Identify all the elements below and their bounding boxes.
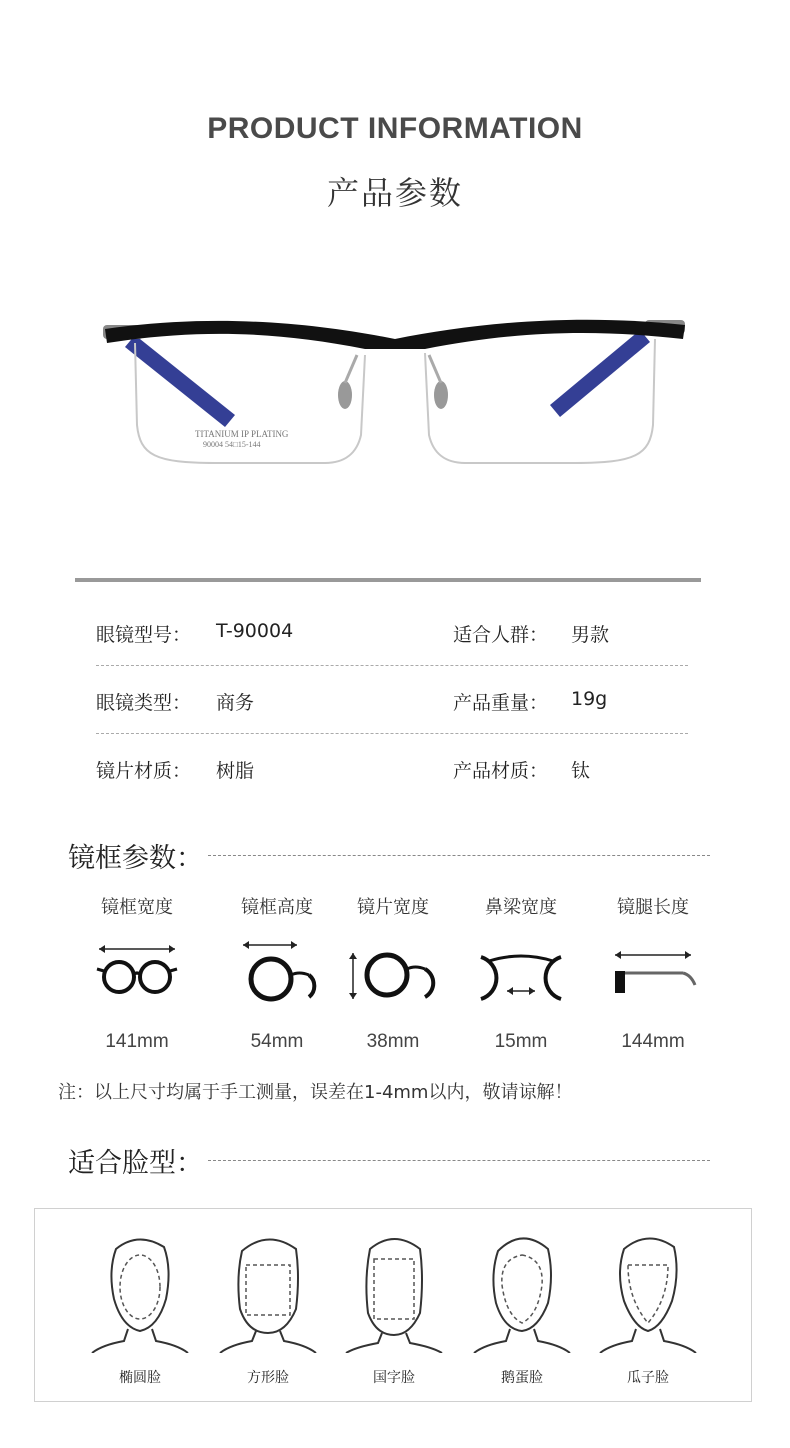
heart-face-icon [596, 1229, 700, 1353]
dim-item-lens-width [328, 893, 458, 1053]
face-label: 国字脸 [373, 1370, 415, 1386]
spec-value: 男款 [571, 624, 610, 646]
spec-value: 树脂 [216, 760, 255, 782]
spec-row [96, 666, 688, 734]
square-face-icon [216, 1229, 320, 1353]
face-item-oval [85, 1229, 195, 1387]
spec-value: 商务 [216, 692, 255, 714]
dim-label: 镜框高度 [241, 897, 313, 918]
spec-row [96, 598, 688, 666]
bridge-width-icon [471, 935, 571, 1005]
face-label: 椭圆脸 [119, 1370, 161, 1386]
page-title-en: PRODUCT INFORMATION [207, 112, 583, 145]
face-label: 方形脸 [247, 1370, 289, 1386]
face-item-heart [593, 1229, 703, 1387]
header-dash-line [208, 1160, 710, 1161]
face-item-egg [467, 1229, 577, 1387]
face-label: 鹅蛋脸 [501, 1370, 543, 1386]
spec-label: 镜片材质： [96, 760, 192, 782]
dim-label: 鼻梁宽度 [485, 897, 557, 918]
spec-value: T-90004 [216, 620, 294, 642]
spec-label: 眼镜型号： [96, 624, 192, 646]
page-title-cn: 产品参数 [326, 174, 463, 212]
frame-height-icon [227, 935, 327, 1005]
face-shape-panel [34, 1208, 752, 1402]
dim-value: 141mm [105, 1031, 169, 1052]
spec-label: 适合人群： [453, 624, 549, 646]
egg-face-icon [470, 1229, 574, 1353]
dim-value: 15mm [494, 1031, 548, 1052]
spec-value: 19g [571, 688, 608, 710]
glasses-product-image [95, 295, 695, 485]
face-item-rectangular [339, 1229, 449, 1387]
dim-label: 镜片宽度 [357, 897, 429, 918]
face-item-square [213, 1229, 323, 1387]
measurement-note: 注：以上尺寸均属于手工测量，误差在1-4mm以内，敬请谅解！ [58, 1082, 573, 1103]
frame-width-icon [87, 935, 187, 1005]
spec-row [96, 734, 688, 802]
section-divider [75, 578, 701, 582]
dim-value: 144mm [621, 1031, 685, 1052]
frame-params-title: 镜框参数： [68, 843, 203, 874]
frame-params-header [68, 836, 710, 876]
dim-label: 镜腿长度 [617, 897, 689, 918]
dim-value: 38mm [366, 1031, 420, 1052]
dim-item-frame-height [212, 893, 342, 1053]
face-shape-header [68, 1141, 710, 1181]
header-dash-line [208, 855, 710, 856]
face-shape-title: 适合脸型： [68, 1148, 203, 1179]
dim-item-bridge-width [456, 893, 586, 1053]
dim-label: 镜框宽度 [101, 897, 173, 918]
temple-print-text: TITANIUM IP PLATING [195, 429, 289, 439]
model-print-text: 90004 54□15-144 [203, 440, 261, 449]
dim-value: 54mm [250, 1031, 304, 1052]
face-label: 瓜子脸 [627, 1370, 669, 1386]
spec-label: 眼镜类型： [96, 692, 192, 714]
dim-item-temple-length [588, 893, 718, 1053]
spec-label: 产品重量： [453, 692, 549, 714]
spec-label: 产品材质： [453, 760, 549, 782]
temple-length-icon [603, 935, 703, 1005]
rectangular-face-icon [342, 1229, 446, 1353]
oval-face-icon [88, 1229, 192, 1353]
lens-width-icon [343, 935, 443, 1005]
dim-item-frame-width [72, 893, 202, 1053]
spec-value: 钛 [571, 760, 591, 782]
